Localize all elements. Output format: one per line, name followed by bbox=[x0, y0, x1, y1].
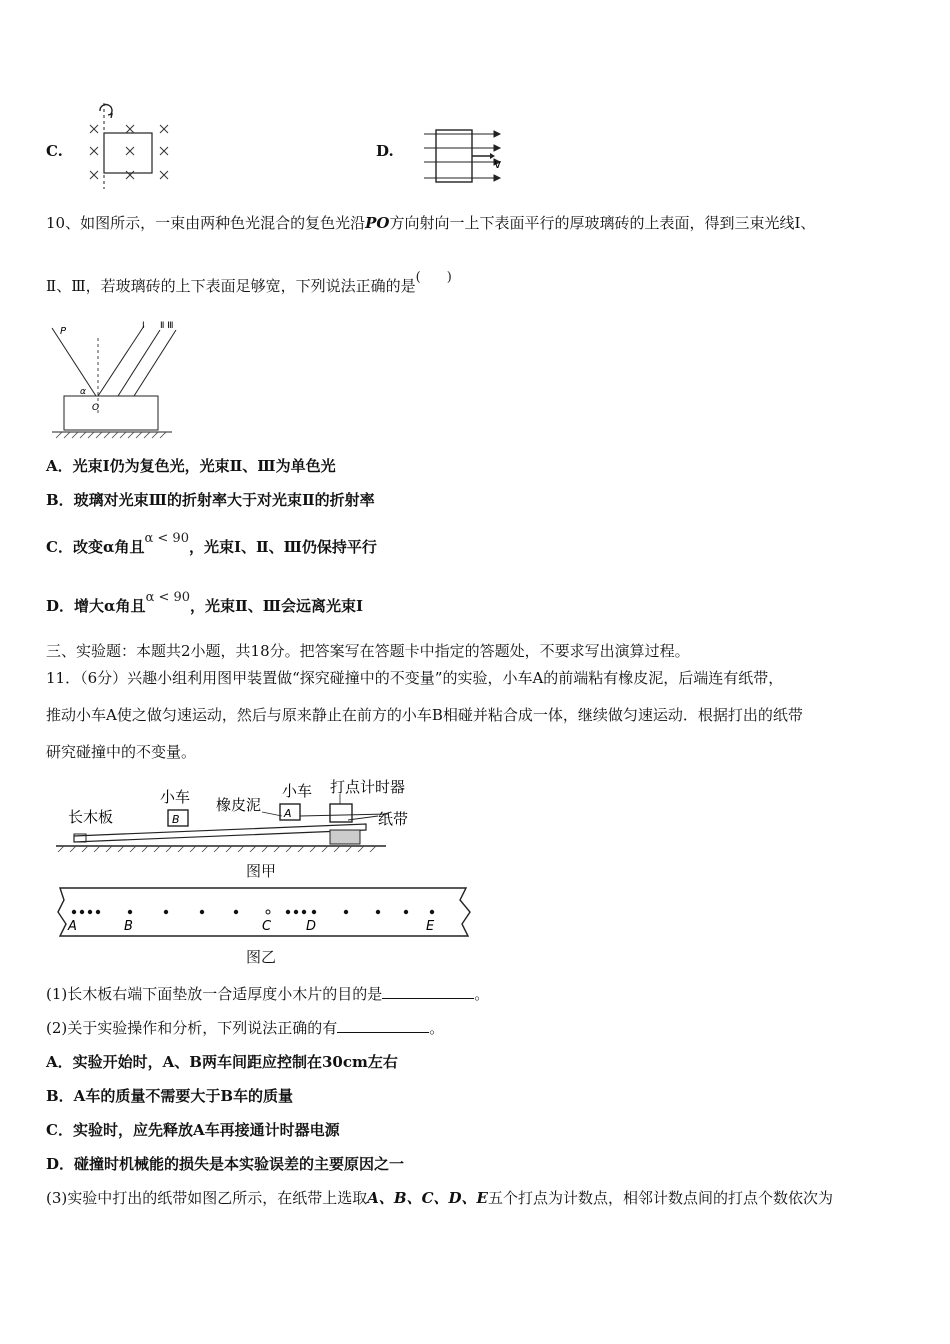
q11-sub1: (1)长木板右端下面垫放一合适厚度小木片的目的是 。 bbox=[46, 985, 490, 1003]
glass-brick bbox=[64, 396, 158, 430]
q10-line2: Ⅱ、Ⅲ，若玻璃砖的上下表面足够宽，下列说法正确的是( ) bbox=[46, 270, 452, 295]
label-timer: 打点计时器 bbox=[330, 778, 406, 796]
incident-ray-po bbox=[52, 328, 96, 396]
q11-sub2: (2)关于实验操作和分析，下列说法正确的有 。 bbox=[46, 1019, 445, 1037]
label-tape: 纸带 bbox=[378, 810, 409, 828]
q10-option-d: D．增大α角且α < 90，光束Ⅱ、Ⅲ会远离光束Ⅰ bbox=[46, 590, 363, 615]
ground-hatch bbox=[56, 432, 166, 438]
timer-box bbox=[330, 804, 352, 822]
point-label-b: B bbox=[124, 919, 133, 934]
q10-option-c: C．改变α角且α < 90，光束Ⅰ、Ⅱ、Ⅲ仍保持平行 bbox=[46, 531, 377, 556]
section-heading: 三、实验题：本题共2小题，共18分。把答案写在答题卡中指定的答题处，不要求写出演算过程。 bbox=[46, 642, 690, 660]
point-label-e: E bbox=[426, 919, 435, 934]
point-label-a: A bbox=[68, 919, 77, 934]
q10-option-a: A．光束Ⅰ仍为复色光，光束Ⅱ、Ⅲ为单色光 bbox=[46, 457, 336, 475]
q11-line1: 11．（6分）兴趣小组利用图甲装置做“探究碰撞中的不变量”的实验，小车A的前端粘有橡皮泥，后端连有纸带， bbox=[46, 669, 784, 687]
q11-sub3: (3)实验中打出的纸带如图乙所示，在纸带上选取A、B、C、D、E五个打点为计数点，相邻计数点间的打点个数依次为 bbox=[46, 1189, 833, 1207]
cart-a-letter: A bbox=[284, 807, 292, 820]
q11-line3: 研究碰撞中的不变量。 bbox=[46, 743, 197, 761]
label-cart-b: 小车 bbox=[160, 788, 191, 806]
beam-3 bbox=[134, 330, 176, 396]
figure-glass-brick bbox=[48, 318, 188, 440]
answer-paren: ( ) bbox=[415, 270, 452, 285]
q11-option-b: B．A车的质量不需要大于B车的质量 bbox=[46, 1087, 293, 1105]
coil-loop bbox=[436, 130, 472, 182]
wood-block bbox=[330, 830, 360, 844]
q10-line1: 10、如图所示，一束由两种色光混合的复色光沿PO方向射向一上下表面平行的厚玻璃砖的上表面，得到三束光线Ⅰ、 bbox=[46, 214, 816, 232]
rotation-arrow-icon bbox=[100, 105, 112, 115]
figure-yi-paper-tape bbox=[48, 884, 476, 942]
label-putty: 橡皮泥 bbox=[216, 796, 262, 814]
q11-option-c: C．实验时，应先释放A车再接通计时器电源 bbox=[46, 1121, 340, 1139]
beam-2 bbox=[118, 330, 160, 396]
cart-b-letter: B bbox=[172, 813, 180, 826]
answer-blank-2[interactable] bbox=[337, 1018, 429, 1033]
label-o: O bbox=[92, 403, 100, 413]
figure-moving-loop bbox=[420, 126, 510, 192]
q10-option-b: B．玻璃对光束Ⅲ的折射率大于对光束Ⅱ的折射率 bbox=[46, 491, 375, 509]
answer-blank-1[interactable] bbox=[382, 984, 474, 999]
condition-formula: α < 90 bbox=[144, 531, 189, 546]
long-board bbox=[74, 824, 366, 842]
figure-yi-caption: 图乙 bbox=[246, 948, 277, 966]
label-alpha: α bbox=[80, 387, 86, 397]
option-c-label: C. bbox=[46, 142, 63, 160]
q11-option-d: D．碰撞时机械能的损失是本实验误差的主要原因之一 bbox=[46, 1155, 405, 1173]
ground-hatch bbox=[58, 846, 376, 852]
velocity-label: v bbox=[494, 157, 502, 171]
label-cart-a: 小车 bbox=[282, 782, 313, 800]
label-beam-1: Ⅰ bbox=[142, 321, 145, 331]
point-label-c: C bbox=[262, 919, 272, 934]
figure-rotating-loop bbox=[86, 103, 176, 191]
tape-dots bbox=[72, 910, 434, 914]
label-beam-2-3: Ⅱ Ⅲ bbox=[160, 321, 174, 331]
condition-formula: α < 90 bbox=[145, 590, 191, 605]
option-d-label: D. bbox=[376, 142, 394, 160]
label-board: 长木板 bbox=[68, 808, 114, 826]
q11-option-a: A．实验开始时，A、B两车间距应控制在30cm左右 bbox=[46, 1053, 398, 1071]
q11-line2: 推动小车A使之做匀速运动，然后与原来静止在前方的小车B相碰并粘合成一体，继续做匀速运动．根据打出的纸带 bbox=[46, 706, 803, 724]
label-p: P bbox=[60, 326, 67, 337]
beam-1 bbox=[98, 326, 144, 396]
figure-jia-caption: 图甲 bbox=[246, 862, 277, 880]
point-label-d: D bbox=[306, 919, 317, 934]
figure-jia-apparatus bbox=[48, 774, 428, 878]
